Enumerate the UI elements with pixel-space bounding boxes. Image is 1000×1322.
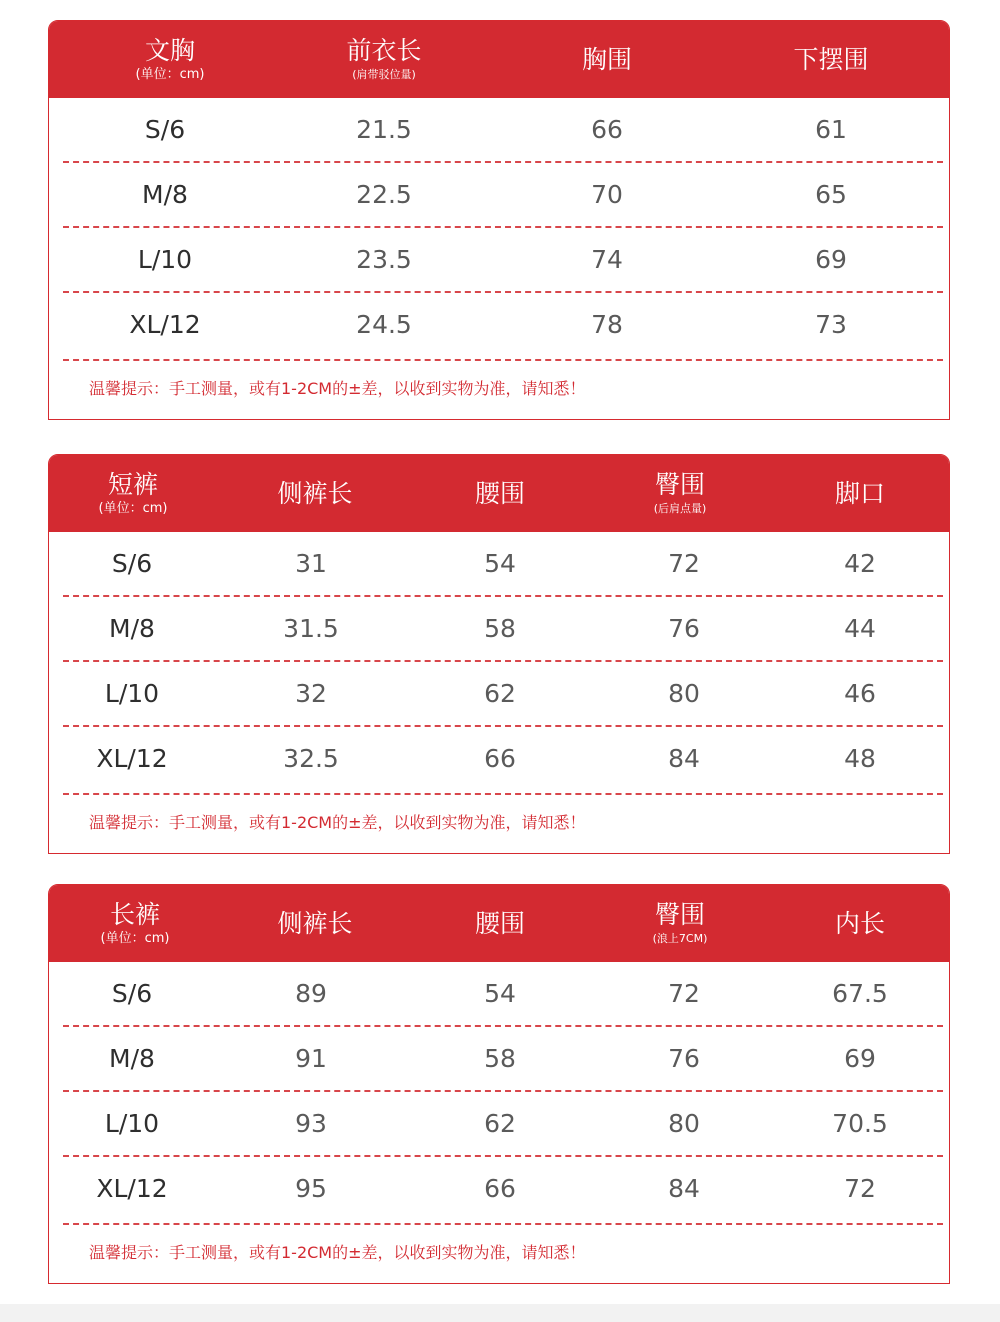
size-cell: M/8 [109, 1044, 155, 1073]
value-cell: 84 [668, 744, 700, 773]
header-leg-opening [835, 455, 885, 532]
header-hem [793, 21, 868, 98]
value-cell: 72 [844, 1174, 876, 1203]
header-side-length [277, 455, 352, 532]
measurement-tip: 温馨提示：手工测量，或有1-2CM的±差，以收到实物为准，请知悉！ [89, 813, 586, 832]
size-cell: S/6 [111, 979, 153, 1008]
size-cell: S/6 [111, 549, 153, 578]
value-cell: 54 [484, 979, 516, 1008]
header-category-label: 短裤 [107, 470, 158, 499]
value-cell: 32 [295, 679, 327, 708]
table-row [49, 962, 949, 1027]
value-cell: 89 [295, 979, 327, 1008]
value-cell: 32.5 [283, 744, 339, 773]
table-row [49, 163, 949, 228]
value-cell: 21.5 [356, 115, 412, 144]
value-cell: 95 [295, 1174, 327, 1203]
table-header [49, 21, 949, 98]
size-cell: L/10 [104, 1109, 160, 1138]
header-category [101, 885, 170, 962]
table-row [49, 727, 949, 795]
footer-band [0, 1304, 1000, 1322]
value-cell: 76 [668, 1044, 700, 1073]
header-side-length-label: 侧裤长 [277, 479, 353, 508]
size-cell: L/10 [104, 679, 160, 708]
value-cell: 72 [668, 979, 700, 1008]
table-header [49, 455, 949, 532]
table-row [49, 532, 949, 597]
value-cell: 78 [591, 310, 623, 339]
header-unit-label: (单位：cm) [100, 931, 170, 946]
header-unit-label: (单位：cm) [98, 501, 168, 516]
header-hip-label: 臀围 [654, 470, 705, 499]
value-cell: 44 [844, 614, 876, 643]
value-cell: 31 [295, 549, 327, 578]
table-row [49, 98, 949, 163]
header-hip-label: 臀围 [654, 900, 706, 929]
size-cell: XL/12 [129, 310, 201, 339]
header-category [136, 21, 205, 98]
table-row [49, 597, 949, 662]
value-cell: 65 [815, 180, 847, 209]
measurement-tip: 温馨提示：手工测量，或有1-2CM的±差，以收到实物为准，请知悉！ [89, 379, 586, 398]
header-bust-label: 胸围 [581, 45, 633, 74]
value-cell: 61 [815, 115, 847, 144]
header-category [99, 455, 168, 532]
value-cell: 58 [484, 1044, 516, 1073]
value-cell: 72 [668, 549, 700, 578]
size-cell: S/6 [144, 115, 186, 144]
table-row [49, 293, 949, 361]
size-cell: M/8 [109, 614, 155, 643]
header-waist [475, 455, 525, 532]
size-cell: XL/12 [96, 744, 168, 773]
value-cell: 46 [844, 679, 876, 708]
value-cell: 70 [591, 180, 623, 209]
size-cell: L/10 [137, 245, 193, 274]
header-hip [654, 455, 707, 532]
header-front-length-label: 前衣长 [346, 36, 422, 65]
value-cell: 42 [844, 549, 876, 578]
header-waist-label: 腰围 [474, 909, 526, 938]
size-table-bra [48, 20, 950, 420]
value-cell: 76 [668, 614, 700, 643]
value-cell: 62 [484, 1109, 516, 1138]
value-cell: 84 [668, 1174, 700, 1203]
value-cell: 24.5 [356, 310, 412, 339]
value-cell: 91 [295, 1044, 327, 1073]
table-header [49, 885, 949, 962]
value-cell: 23.5 [356, 245, 412, 274]
header-leg-opening-label: 脚口 [834, 479, 886, 508]
header-front-length [346, 21, 421, 98]
header-bust [582, 21, 632, 98]
value-cell: 66 [484, 1174, 516, 1203]
header-waist-label: 腰围 [474, 479, 526, 508]
value-cell: 73 [815, 310, 847, 339]
value-cell: 31.5 [283, 614, 339, 643]
value-cell: 66 [591, 115, 623, 144]
value-cell: 80 [668, 679, 700, 708]
table-row [49, 1157, 949, 1225]
table-row [49, 1027, 949, 1092]
header-hip-note: (后肩点量) [653, 502, 707, 515]
header-category-label: 长裤 [109, 900, 160, 929]
size-cell: XL/12 [96, 1174, 168, 1203]
size-cell: M/8 [142, 180, 188, 209]
table-row [49, 662, 949, 727]
value-cell: 93 [295, 1109, 327, 1138]
value-cell: 66 [484, 744, 516, 773]
header-waist [475, 885, 525, 962]
header-front-length-note: (肩带驳位量) [352, 68, 416, 81]
value-cell: 48 [844, 744, 876, 773]
value-cell: 67.5 [832, 979, 888, 1008]
header-inseam [835, 885, 885, 962]
value-cell: 22.5 [356, 180, 412, 209]
value-cell: 80 [668, 1109, 700, 1138]
header-unit-label: (单位：cm) [135, 67, 205, 82]
header-hem-label: 下摆围 [793, 45, 869, 74]
value-cell: 54 [484, 549, 516, 578]
header-category-label: 文胸 [144, 36, 195, 65]
value-cell: 74 [591, 245, 623, 274]
value-cell: 62 [484, 679, 516, 708]
header-hip-note: (浪上7CM) [652, 932, 708, 945]
table-row [49, 1092, 949, 1157]
size-table-trousers [48, 884, 950, 1284]
header-side-length [277, 885, 352, 962]
value-cell: 70.5 [832, 1109, 888, 1138]
header-inseam-label: 内长 [834, 909, 886, 938]
table-row [49, 228, 949, 293]
header-hip [653, 885, 708, 962]
value-cell: 69 [844, 1044, 876, 1073]
size-table-shorts [48, 454, 950, 854]
value-cell: 69 [815, 245, 847, 274]
measurement-tip: 温馨提示：手工测量，或有1-2CM的±差，以收到实物为准，请知悉！ [89, 1243, 586, 1262]
value-cell: 58 [484, 614, 516, 643]
header-side-length-label: 侧裤长 [277, 909, 353, 938]
